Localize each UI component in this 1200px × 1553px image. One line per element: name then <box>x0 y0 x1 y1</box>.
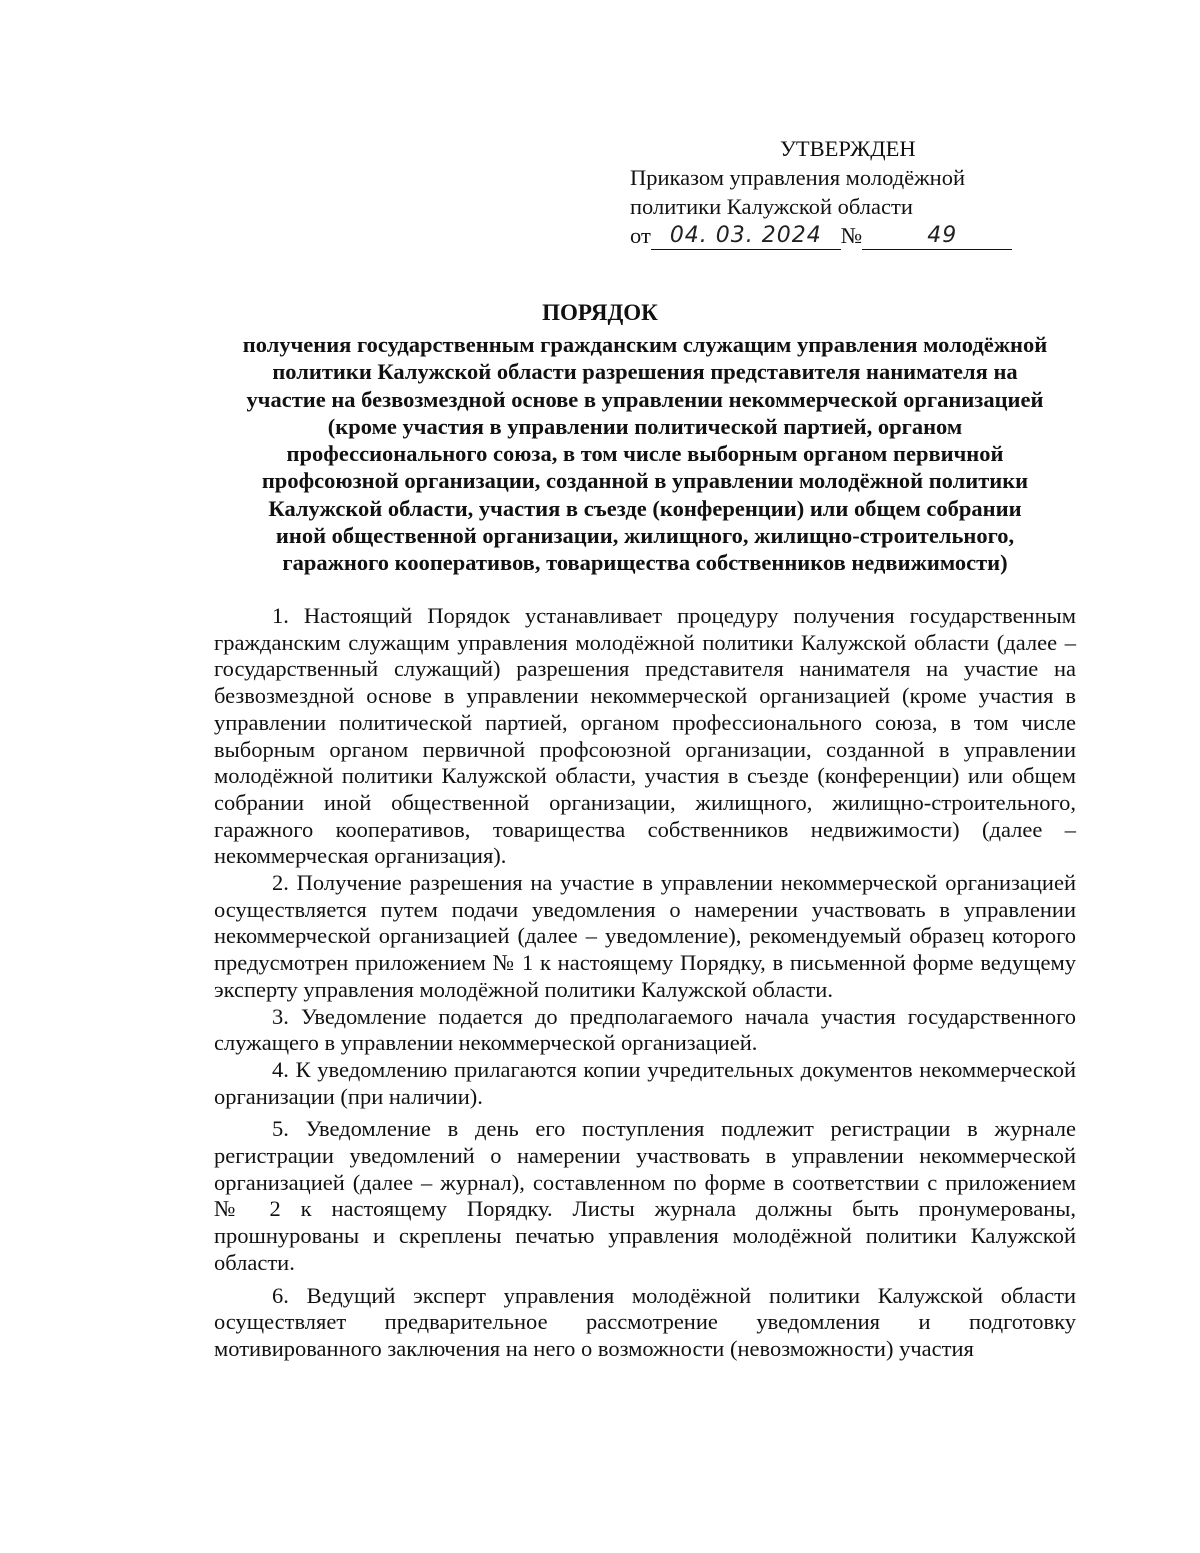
approval-date-line <box>630 221 1012 250</box>
paragraph-6: 6. Ведущий эксперт управления молодёжной политики Калужской области осуществляет предварительное рассмотрение уведомления и подготовку мотивированного заключения на него о возможности (невозможности) участия <box>214 1282 1076 1361</box>
handwritten-number: 49 <box>862 222 1012 250</box>
approval-line-2: политики Калужской области <box>630 194 913 219</box>
subtitle-line: иной общественной организации, жилищного, жилищно-строительного, <box>275 523 1015 549</box>
paragraph-1: 1. Настоящий Порядок устанавливает процедуру получения государственным гражданским служащим управления молодёжной политики Калужской области (далее – государственный служащий) разрешения представителя нанимателя на участие на безвозмездной основе в управлении некоммерческой организацией (кроме участия в управлении политической партией, органом профессионального союза, в том числе выборным органом первичной профсоюзной организации, созданной в управлении молодёжной политики Калужской области, участия в съезде (конференции) или общем собрании иной общественной организации, жилищного, жилищно-строительного, гаражного кооперативов, товарищества собственников недвижимости) (далее – некоммерческая организация). <box>214 603 1076 869</box>
subtitle-line: профессионального союза, в том числе выборным органом первичной <box>286 441 1004 467</box>
subtitle-line: Калужской области, участия в съезде (конференции) или общем собрании <box>268 495 1022 521</box>
approval-stamp: УТВЕРЖДЕН <box>780 136 916 161</box>
subtitle-line: профсоюзной организации, созданной в управлении молодёжной политики <box>261 468 1029 494</box>
subtitle-line: (кроме участия в управлении политической партией, органом <box>327 413 963 439</box>
approval-block <box>630 134 1012 250</box>
document-body <box>214 603 1076 1363</box>
approval-line-1: Приказом управления молодёжной <box>630 165 966 190</box>
subtitle-line: гаражного кооперативов, товарищества собственников недвижимости) <box>282 550 1008 576</box>
document-title: ПОРЯДОК <box>542 300 658 325</box>
handwritten-date: 04. 03. 2024 <box>651 222 841 250</box>
paragraph-2: 2. Получение разрешения на участие в управлении некоммерческой организацией осуществляется путем подачи уведомления о намерении участвовать в управлении некоммерческой организацией (далее – уведомление), рекомендуемый образец которого предусмотрен приложением № 1 к настоящему Порядку, в письменной форме ведущему эксперту управления молодёжной политики Калужской области. <box>214 870 1076 1002</box>
paragraph-5: 5. Уведомление в день его поступления подлежит регистрации в журнале регистрации уведомлений о намерении участвовать в управлении некоммерческой организацией (далее – журнал), составленном по форме в соответствии с приложением № 2 к настоящему Порядку. Листы журнала должны быть пронумерованы, прошнурованы и скреплены печатью управления молодёжной политики Калужской области. <box>214 1116 1076 1275</box>
paragraph-4: 4. К уведомлению прилагаются копии учредительных документов некоммерческой организации (при наличии). <box>214 1056 1076 1109</box>
number-sign: № <box>840 223 863 248</box>
subtitle-line: получения государственным гражданским служащим управления молодёжной <box>242 332 1048 357</box>
document-subtitle <box>210 331 1080 577</box>
date-prefix: от <box>630 223 651 248</box>
paragraph-3: 3. Уведомление подается до предполагаемого начала участия государственного служащего в управлении некоммерческой организацией. <box>214 1003 1076 1056</box>
subtitle-line: участие на безвозмездной основе в управлении некоммерческой организацией <box>246 386 1044 412</box>
subtitle-line: политики Калужской области разрешения представителя нанимателя на <box>272 359 1018 385</box>
